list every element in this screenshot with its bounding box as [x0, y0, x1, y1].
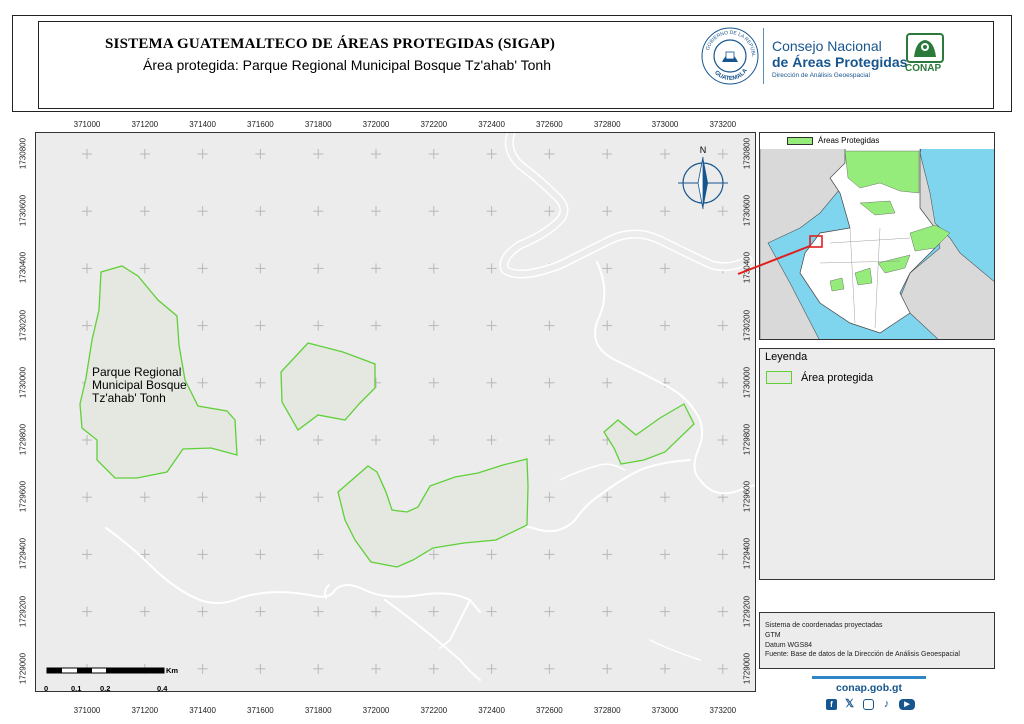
- seal-text-top: GOBIERNO DE LA REPÚBL: [704, 29, 757, 57]
- page-title: SISTEMA GUATEMALTECO DE ÁREAS PROTEGIDAS (SIGAP): [105, 36, 556, 52]
- header-divider: [763, 28, 764, 84]
- protected-area-polygon: [338, 459, 528, 567]
- north-label: N: [699, 145, 707, 155]
- locator-line: [736, 236, 811, 278]
- facebook-icon[interactable]: f: [826, 699, 837, 710]
- x-tick-label: 373200: [709, 120, 737, 129]
- protected-area-polygon: [604, 404, 694, 464]
- scale-label: 0.4: [157, 684, 168, 693]
- x-tick-label: 373000: [651, 120, 679, 129]
- y-tick-label: 1729200: [18, 595, 28, 627]
- legend-swatch: [766, 371, 792, 384]
- x-tick-label: 371400: [189, 706, 216, 715]
- x-tick-label: 372000: [362, 120, 390, 129]
- y-tick-label: 1730800: [18, 137, 28, 170]
- inset-legend-label: Áreas Protegidas: [818, 136, 880, 145]
- y-tick-label: 1730400: [742, 252, 752, 284]
- scale-label: 0.2: [100, 684, 111, 693]
- info-line: Fuente: Base de datos de la Dirección de Análisis Geoespacial: [765, 651, 960, 658]
- x-tick-label: 371600: [247, 706, 274, 715]
- park-name-label: [92, 366, 187, 405]
- y-tick-label: 1729000: [742, 652, 752, 684]
- institution-name-line2: de Áreas Protegidas: [772, 54, 908, 70]
- y-tick-label: 1730600: [18, 195, 28, 227]
- x-tick-label: 371400: [189, 120, 216, 129]
- protected-area-polygon: [281, 343, 375, 430]
- institution-name-line3: Dirección de Análisis Geoespacial: [772, 72, 870, 79]
- x-tick-label: 371600: [247, 120, 274, 129]
- institution-name-line1: Consejo Nacional: [772, 38, 882, 54]
- tiktok-icon[interactable]: ♪: [883, 698, 890, 710]
- y-tick-label: 1729800: [742, 423, 752, 456]
- y-tick-label: 1730000: [742, 366, 752, 398]
- info-line: Sistema de coordenadas proyectadas: [765, 622, 883, 629]
- conap-logo-text: CONAP: [905, 63, 942, 74]
- inset-legend-swatch: [787, 137, 813, 145]
- x-tick-label: 371800: [304, 706, 332, 715]
- x-tick-label: 373000: [651, 706, 679, 715]
- north-arrow-icon: [678, 145, 728, 209]
- y-tick-label: 1729600: [18, 481, 28, 513]
- footer-accent-line: [812, 676, 926, 679]
- y-tick-label: 1729800: [18, 423, 28, 456]
- legend-panel: [759, 348, 995, 580]
- x-tick-label: 371000: [73, 120, 101, 129]
- legend-title: Leyenda: [765, 351, 808, 363]
- y-tick-label: 1730800: [742, 137, 752, 170]
- x-tick-label: 372000: [362, 706, 390, 715]
- park-label-line: Parque Regional: [92, 365, 182, 379]
- x-tick-label: 372200: [420, 706, 448, 715]
- scale-unit-label: Km: [166, 666, 179, 675]
- x-tick-label: 371200: [131, 706, 159, 715]
- x-icon[interactable]: 𝕏: [845, 698, 854, 710]
- x-tick-label: 372600: [536, 706, 563, 715]
- park-label-line: Municipal Bosque: [92, 378, 187, 392]
- y-tick-label: 1730000: [18, 366, 28, 398]
- x-tick-label: 372600: [536, 120, 563, 129]
- y-tick-label: 1729200: [742, 595, 752, 627]
- x-tick-label: 372400: [478, 706, 505, 715]
- instagram-icon[interactable]: [863, 699, 874, 710]
- y-tick-label: 1729400: [18, 538, 28, 570]
- info-panel: [759, 612, 995, 669]
- y-tick-label: 1730200: [18, 309, 28, 341]
- scale-label: 0: [44, 684, 49, 693]
- guatemala-seal-icon: [700, 26, 760, 86]
- x-tick-label: 371800: [304, 120, 332, 129]
- youtube-icon[interactable]: ▶: [899, 699, 915, 710]
- y-tick-label: 1729600: [742, 481, 752, 513]
- x-tick-label: 372200: [420, 120, 448, 129]
- park-label-line: Tz'ahab' Tonh: [92, 391, 166, 405]
- scale-label: 0.1: [71, 684, 82, 693]
- legend-item-label: Área protegida: [801, 372, 874, 384]
- y-tick-label: 1730200: [742, 309, 752, 341]
- seal-text-bottom: GUATEMALA: [713, 67, 749, 83]
- y-tick-label: 1729000: [18, 652, 28, 684]
- conap-logo-icon: [906, 33, 944, 63]
- page-subtitle: Área protegida: Parque Regional Municipal Bosque Tz'ahab' Tonh: [143, 57, 551, 73]
- y-tick-label: 1730400: [18, 252, 28, 284]
- x-tick-label: 371200: [131, 120, 159, 129]
- x-tick-label: 372400: [478, 120, 505, 129]
- scale-bar: [47, 668, 164, 673]
- y-tick-label: 1730600: [742, 195, 752, 227]
- info-line: Datum WGS84: [765, 642, 813, 649]
- map-canvas[interactable]: [36, 133, 755, 691]
- x-tick-label: 372800: [593, 706, 621, 715]
- info-line: GTM: [765, 632, 781, 639]
- x-tick-label: 373200: [709, 706, 737, 715]
- x-tick-label: 371000: [73, 706, 101, 715]
- y-tick-label: 1729400: [742, 538, 752, 570]
- x-tick-label: 372800: [593, 120, 621, 129]
- footer-url-link[interactable]: conap.gob.gt: [836, 682, 902, 694]
